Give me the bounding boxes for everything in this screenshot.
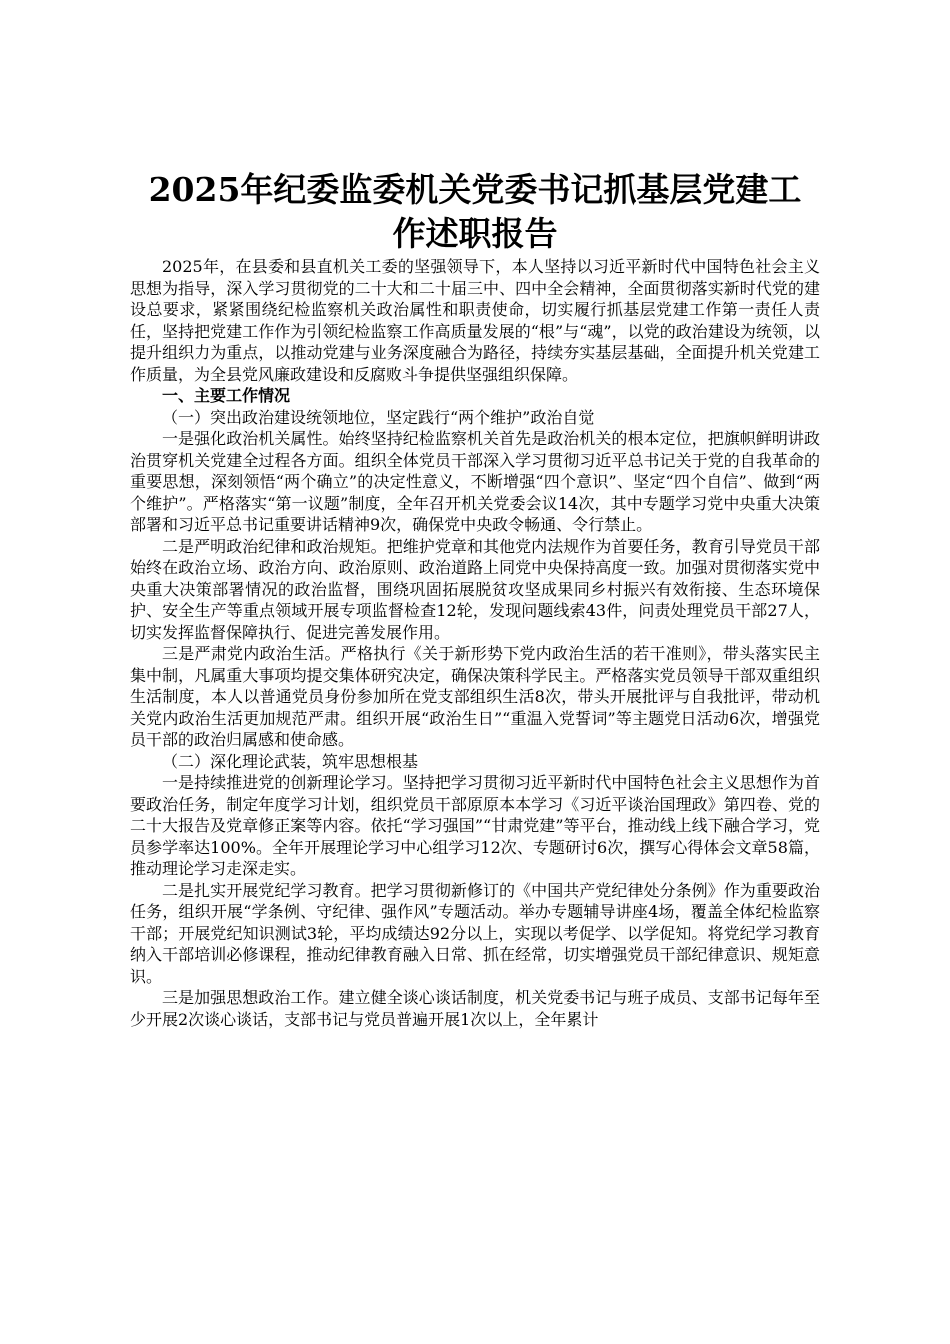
paragraph-political-life: 三是严肃党内政治生活。严格执行《关于新形势下党内政治生活的若干准则》，带头落实民主集中制，凡属重大事项均提交集体研究决定，确保决策科学民主。严格落实党员领导干部双重组织生活制度，本人以普通党员身份参加所在党支部组织生活8次，带头开展批评与自我批评，带动机关党内政治生活更加规范严肃。组织开展“政治生日”“重温入党誓词”等主题党日活动6次，增强党员干部的政治归属感和使命感。 xyxy=(130,644,820,749)
section-heading-main-work: 一、主要工作情况 xyxy=(162,386,291,405)
document-content xyxy=(130,168,820,1030)
document-title-line-1: 2025年纪委监委机关党委书记抓基层党建工 xyxy=(148,170,802,209)
paragraph-theory-study: 一是持续推进党的创新理论学习。坚持把学习贯彻习近平新时代中国特色社会主义思想作为首要政治任务，制定年度学习计划，组织党员干部原原本本学习《习近平谈治国理政》第四卷、党的二十大报告及党章修正案等内容。依托“学习强国”“甘肃党建”等平台，推动线上线下融合学习，党员参学率达100%。全年开展理论学习中心组学习12次、专题研讨6次，撰写心得体会文章58篇，推动理论学习走深走实。 xyxy=(130,773,820,878)
document-body xyxy=(130,256,820,1030)
subsection-heading-theory: （二）深化理论武装，筑牢思想根基 xyxy=(162,751,419,771)
document-title-line-2: 作述职报告 xyxy=(392,214,558,253)
paragraph-political-discipline: 二是严明政治纪律和政治规矩。把维护党章和其他党内法规作为首要任务，教育引导党员干部始终在政治立场、政治方向、政治原则、政治道路上同党中央保持高度一致。加强对贯彻落实党中央重大决策部署情况的政治监督，围绕巩固拓展脱贫攻坚成果同乡村振兴有效衔接、生态环境保护、安全生产等重点领域开展专项监督检查12轮，发现问题线索43件，问责处理党员干部27人，切实发挥监督保障执行、促进完善发展作用。 xyxy=(130,536,820,642)
paragraph-ideological-work: 三是加强思想政治工作。建立健全谈心谈话制度，机关党委书记与班子成员、支部书记每年至少开展2次谈心谈话，支部书记与党员普遍开展1次以上，全年累计 xyxy=(130,988,820,1029)
paragraph-political-organ: 一是强化政治机关属性。始终坚持纪检监察机关首先是政治机关的根本定位，把旗帜鲜明讲政治贯穿机关党建全过程各方面。组织全体党员干部深入学习贯彻习近平总书记关于党的自我革命的重要思想，深刻领悟“两个确立”的决定性意义，不断增强“四个意识”、坚定“四个自信”、做到“两个维护”。严格落实“第一议题”制度，全年召开机关党委会议14次，其中专题学习党中央重大决策部署和习近平总书记重要讲话精神9次，确保党中央政令畅通、令行禁止。 xyxy=(130,429,820,534)
subsection-heading-political-building: （一）突出政治建设统领地位，坚定践行“两个维护”政治自觉 xyxy=(162,407,595,427)
paragraph-discipline-education: 二是扎实开展党纪学习教育。把学习贯彻新修订的《中国共产党纪律处分条例》作为重要政治任务，组织开展“学条例、守纪律、强作风”专题活动。举办专题辅导讲座4场，覆盖全体纪检监察干部；开展党纪知识测试3轮，平均成绩达92分以上，实现以考促学、以学促知。将党纪学习教育纳入干部培训必修课程，推动纪律教育融入日常、抓在经常，切实增强党员干部纪律意识、规矩意识。 xyxy=(130,880,820,986)
document-title xyxy=(130,168,820,256)
intro-paragraph: 2025年，在县委和县直机关工委的坚强领导下，本人坚持以习近平新时代中国特色社会主义思想为指导，深入学习贯彻党的二十大和二十届三中、四中全会精神，全面贯彻落实新时代党的建设总要求，紧紧围绕纪检监察机关政治属性和职责使命，切实履行抓基层党建工作第一责任人责任，坚持把党建工作作为引领纪检监察工作高质量发展的“根”与“魂”，以党的政治建设为统领，以提升组织力为重点，以推动党建与业务深度融合为路径，持续夯实基层基础，全面提升机关党建工作质量，为全县党风廉政建设和反腐败斗争提供坚强组织保障。 xyxy=(130,257,820,384)
